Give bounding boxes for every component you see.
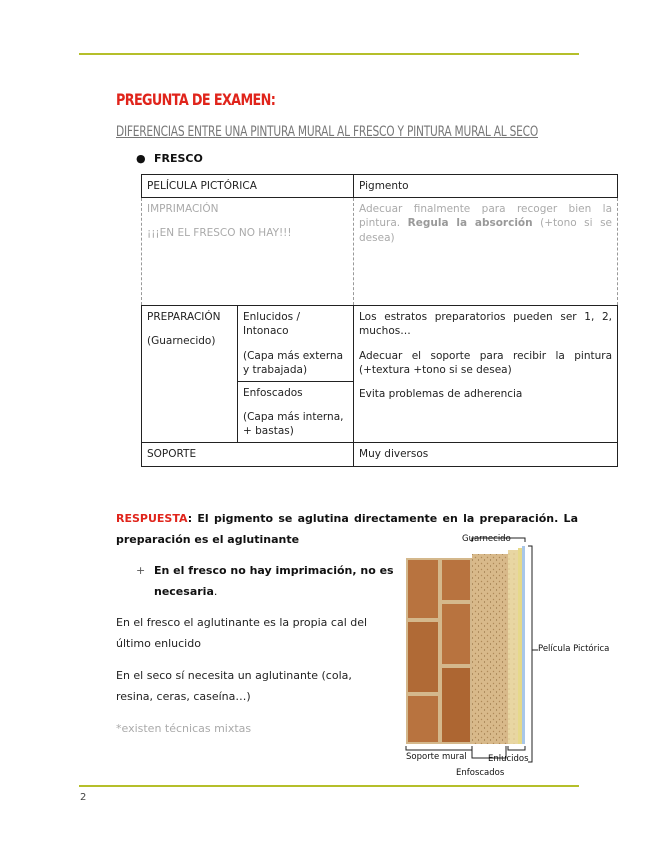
- note-tecnicas-mixtas: *existen técnicas mixtas: [116, 722, 252, 735]
- intonaco-layer: [518, 548, 522, 744]
- brick-wall: [406, 558, 472, 744]
- soporte-mural-label: Soporte mural: [406, 752, 467, 762]
- plus-list-item: [136, 560, 396, 602]
- fresco-period: .: [213, 585, 218, 598]
- enfoscado-layer: [472, 554, 508, 744]
- pictorial-film-layer: [522, 546, 525, 744]
- enlucidos-figure-label: Enlucidos: [488, 754, 529, 764]
- table-row: [142, 175, 618, 198]
- enlucidos-label: Enlucidos / Intonaco: [243, 311, 300, 338]
- answer-colon: :: [187, 512, 193, 525]
- soporte-value-cell: Muy diversos: [354, 443, 618, 466]
- mural-layers-figure: [402, 532, 632, 782]
- fresco-label: FRESCO: [154, 152, 203, 165]
- imprimacion-note: ¡¡¡EN EL FRESCO NO HAY!!!: [147, 227, 292, 240]
- imprimacion-value-post: (+tono si se desea): [359, 217, 612, 244]
- fresco-bullet: [136, 152, 203, 165]
- answer-text: El pigmento se aglutina directamente en la preparación. La preparación es el aglutinante: [116, 512, 578, 546]
- pelicula-label-cell: PELÍCULA PICTÓRICA: [142, 175, 354, 198]
- page-number: 2: [80, 792, 87, 803]
- paragraph-fresco-aglutinante: En el fresco el aglutinante es la propia cal del último enlucido: [116, 616, 368, 650]
- footer-rule: [79, 785, 579, 787]
- preparacion-sub: (Guarnecido): [147, 335, 216, 348]
- table-row: [142, 198, 618, 306]
- paragraph-seco-aglutinante: En el seco sí necesita un aglutinante (cola, resina, ceras, caseína…): [116, 669, 352, 703]
- prep-value-3: Evita problemas de adherencia: [359, 387, 523, 400]
- enfoscados-figure-label: Enfoscados: [456, 768, 505, 778]
- imprimacion-value-cell: [354, 198, 618, 306]
- pelicula-pictorica-label: Película Pictórica: [538, 644, 610, 654]
- bullet-dot-icon: ●: [136, 152, 146, 165]
- layers-table: [141, 174, 618, 467]
- soporte-label-cell: SOPORTE: [142, 443, 354, 466]
- header-rule: [79, 53, 579, 55]
- preparacion-value-cell: [354, 306, 618, 443]
- fresco-no-imprimacion: En el fresco no hay imprimación, no es necesaria: [154, 564, 394, 598]
- imprimacion-label: IMPRIMACIÓN: [147, 203, 219, 216]
- imprimacion-value-bold: Regula la absorción: [407, 217, 533, 230]
- table-row: [142, 306, 618, 382]
- preparacion-cell: [142, 306, 238, 443]
- prep-value-2: Adecuar el soporte para recibir la pintura (+textura +tono si se desea): [359, 349, 613, 376]
- enlucido-layer: [508, 550, 518, 744]
- imprimacion-cell: [142, 198, 354, 306]
- plus-bullet-icon: +: [136, 564, 146, 577]
- enfoscados-sub: (Capa más interna, + bastas): [243, 411, 344, 438]
- guarnecido-label: Guarnecido: [462, 534, 511, 544]
- imprimacion-value-pre: Adecuar finalmente para recoger bien la pintura.: [359, 203, 613, 230]
- mural-layers-diagram: [402, 532, 632, 782]
- section-subtitle: DIFERENCIAS ENTRE UNA PINTURA MURAL AL FRESCO Y PINTURA MURAL AL SECO: [116, 124, 538, 140]
- enlucidos-cell: [238, 306, 354, 382]
- exam-question-title: PREGUNTA DE EXAMEN:: [116, 90, 276, 109]
- prep-value-1: Los estratos preparatorios pueden ser 1, 2, muchos…: [359, 311, 613, 338]
- enfoscados-cell: [238, 381, 354, 443]
- enfoscados-label: Enfoscados: [243, 386, 303, 399]
- pelicula-value-cell: Pigmento: [354, 175, 618, 198]
- preparacion-label: PREPARACIÓN: [147, 311, 221, 324]
- enlucidos-sub: (Capa más externa y trabajada): [243, 349, 344, 376]
- answer-label: RESPUESTA: [116, 512, 188, 525]
- table-row: [142, 443, 618, 466]
